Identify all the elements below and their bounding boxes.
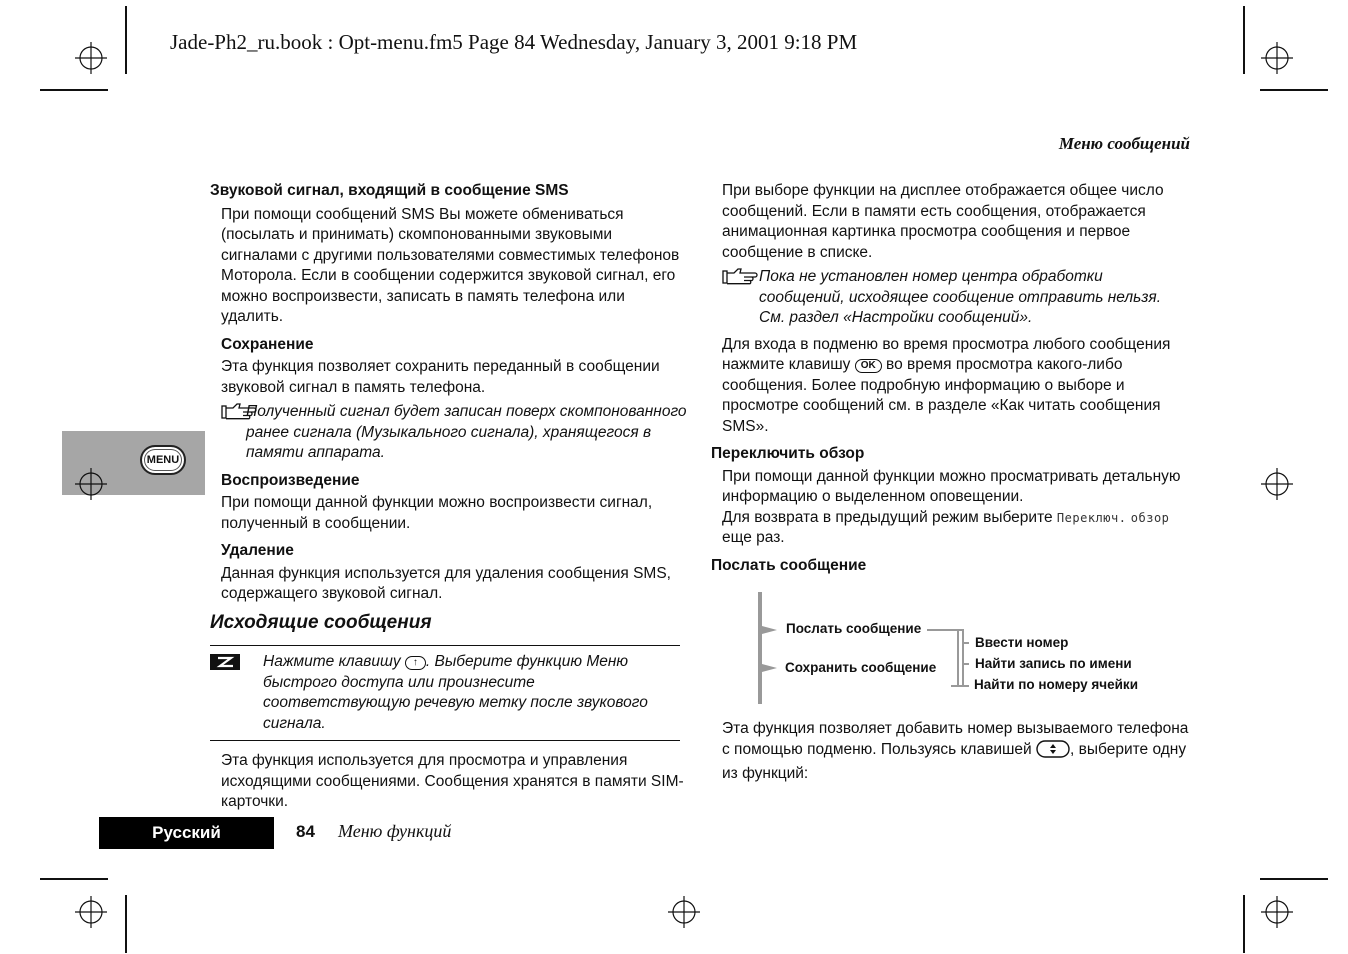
right-column-bottom — [722, 719, 1197, 785]
registration-mark-icon — [1261, 896, 1293, 928]
paragraph: Для входа в подменю во время просмотра любого сообщения нажмите клавишу — [722, 335, 1171, 373]
diagram-item-find-by-cell: Найти по номеру ячейки — [974, 677, 1138, 692]
note — [221, 402, 690, 464]
paragraph: Эта функция позволяет добавить номер вызываемого телефона с помощью подменю. Пользуясь клавишей — [722, 720, 1189, 758]
pointing-hand-icon — [722, 267, 760, 329]
heading-send-message: Послать сообщение — [711, 556, 867, 574]
heading-save: Сохранение — [221, 335, 314, 353]
diagram-item-find-by-name: Найти запись по имени — [975, 656, 1132, 671]
note — [722, 267, 1191, 329]
nav-key-icon — [1036, 740, 1070, 765]
print-header: Jade-Ph2_ru.book : Opt-menu.fm5 Page 84 Wednesday, January 3, 2001 9:18 PM — [170, 30, 858, 54]
diagram-item-save: Сохранить сообщение — [785, 660, 937, 675]
registration-mark-icon — [1261, 468, 1293, 500]
paragraph-cont: , выберите одну из функций: — [722, 740, 1187, 782]
menu-key-icon: MENU — [140, 445, 186, 475]
crop-mark — [1243, 895, 1245, 953]
shortcut-text: Нажмите клавишу — [263, 653, 401, 670]
paragraph: При помощи данной функции можно просматривать детальную информацию о выделенном оповещении. — [722, 467, 1181, 505]
registration-mark-icon — [668, 896, 700, 928]
registration-mark-icon — [75, 468, 107, 500]
heading-play: Воспроизведение — [221, 471, 360, 489]
paragraph-cont: еще раз. — [722, 529, 785, 546]
note-text: Полученный сигнал будет записан поверх скомпонованного ранее сигнала (Музыкального сигнала), хранящегося в памяти аппарата. — [246, 403, 687, 461]
shortcut-box — [210, 645, 680, 741]
registration-mark-icon — [75, 896, 107, 928]
crop-mark — [125, 6, 127, 74]
paragraph: Эта функция позволяет сохранить переданный в сообщении звуковой сигнал в память телефона. — [221, 358, 660, 396]
left-column — [210, 181, 690, 813]
display-text: Переключ. — [1056, 510, 1127, 525]
right-column — [711, 181, 1191, 576]
page-number: 84 — [296, 822, 315, 841]
shortcut-text-cont: . Выберите функцию Меню быстрого доступа или произнесите соответствующую речевую метку после звукового сигнала. — [263, 653, 648, 732]
crop-mark — [40, 89, 108, 91]
crop-mark — [1260, 89, 1328, 91]
paragraph: Для возврата в предыдущий режим выберите — [722, 508, 1053, 526]
language-tab: Русский — [99, 817, 274, 849]
ok-key-icon: OK — [855, 359, 882, 373]
paragraph: При помощи данной функции можно воспроизвести сигнал, полученный в сообщении. — [221, 494, 653, 532]
footer-chapter-title: Меню функций — [338, 821, 452, 841]
crop-mark — [125, 895, 127, 953]
diagram-item-enter-number: Ввести номер — [975, 635, 1069, 650]
crop-mark — [1243, 6, 1245, 74]
paragraph: Эта функция используется для просмотра и управления исходящими сообщениями. Сообщения хранятся в памяти SIM-карточки. — [221, 752, 684, 810]
heading-sms-ringtone: Звуковой сигнал, входящий в сообщение SMS — [210, 182, 569, 199]
paragraph-cont: во время просмотра какого-либо сообщения. Более подробную информацию о выборе и просмотре сообщений см. в разделе «Как читать сообщения SMS». — [722, 356, 1161, 435]
up-arrow-key-icon: ↑ — [405, 656, 426, 670]
note-text: Пока не установлен номер центра обработки сообщений, исходящее сообщение отправить нельзя. См. раздел «Настройки сообщений». — [759, 268, 1162, 326]
paragraph: Данная функция используется для удаления сообщения SMS, содержащего звуковой сигнал. — [221, 564, 671, 602]
crop-mark — [1260, 878, 1328, 880]
section-title: Исходящие сообщения — [210, 611, 432, 633]
heading-toggle-view: Переключить обзор — [711, 445, 865, 462]
paragraph: При помощи сообщений SMS Вы можете обмениваться (посылать и принимать) скомпонованными звуковыми сигналами с другими пользователями совместимых телефонов Моторола. Если в сообщении содержится звуковой сигнал, его можно воспроизвести, записать в память телефона или удалить. — [221, 205, 680, 325]
display-text: обзор — [1130, 510, 1170, 525]
paragraph: При выборе функции на дисплее отображается общее число сообщений. Если в памяти есть сообщения, отображается анимационная картинка просмотра сообщения и первое сообщение в списке. — [722, 182, 1164, 261]
running-head: Меню сообщений — [1058, 134, 1190, 153]
crop-mark — [40, 878, 108, 880]
shortcut-icon — [210, 652, 263, 734]
diagram-item-send: Послать сообщение — [786, 621, 922, 636]
heading-delete: Удаление — [221, 542, 294, 559]
registration-mark-icon — [1261, 42, 1293, 74]
registration-mark-icon — [75, 42, 107, 74]
menu-diagram — [755, 588, 1175, 708]
